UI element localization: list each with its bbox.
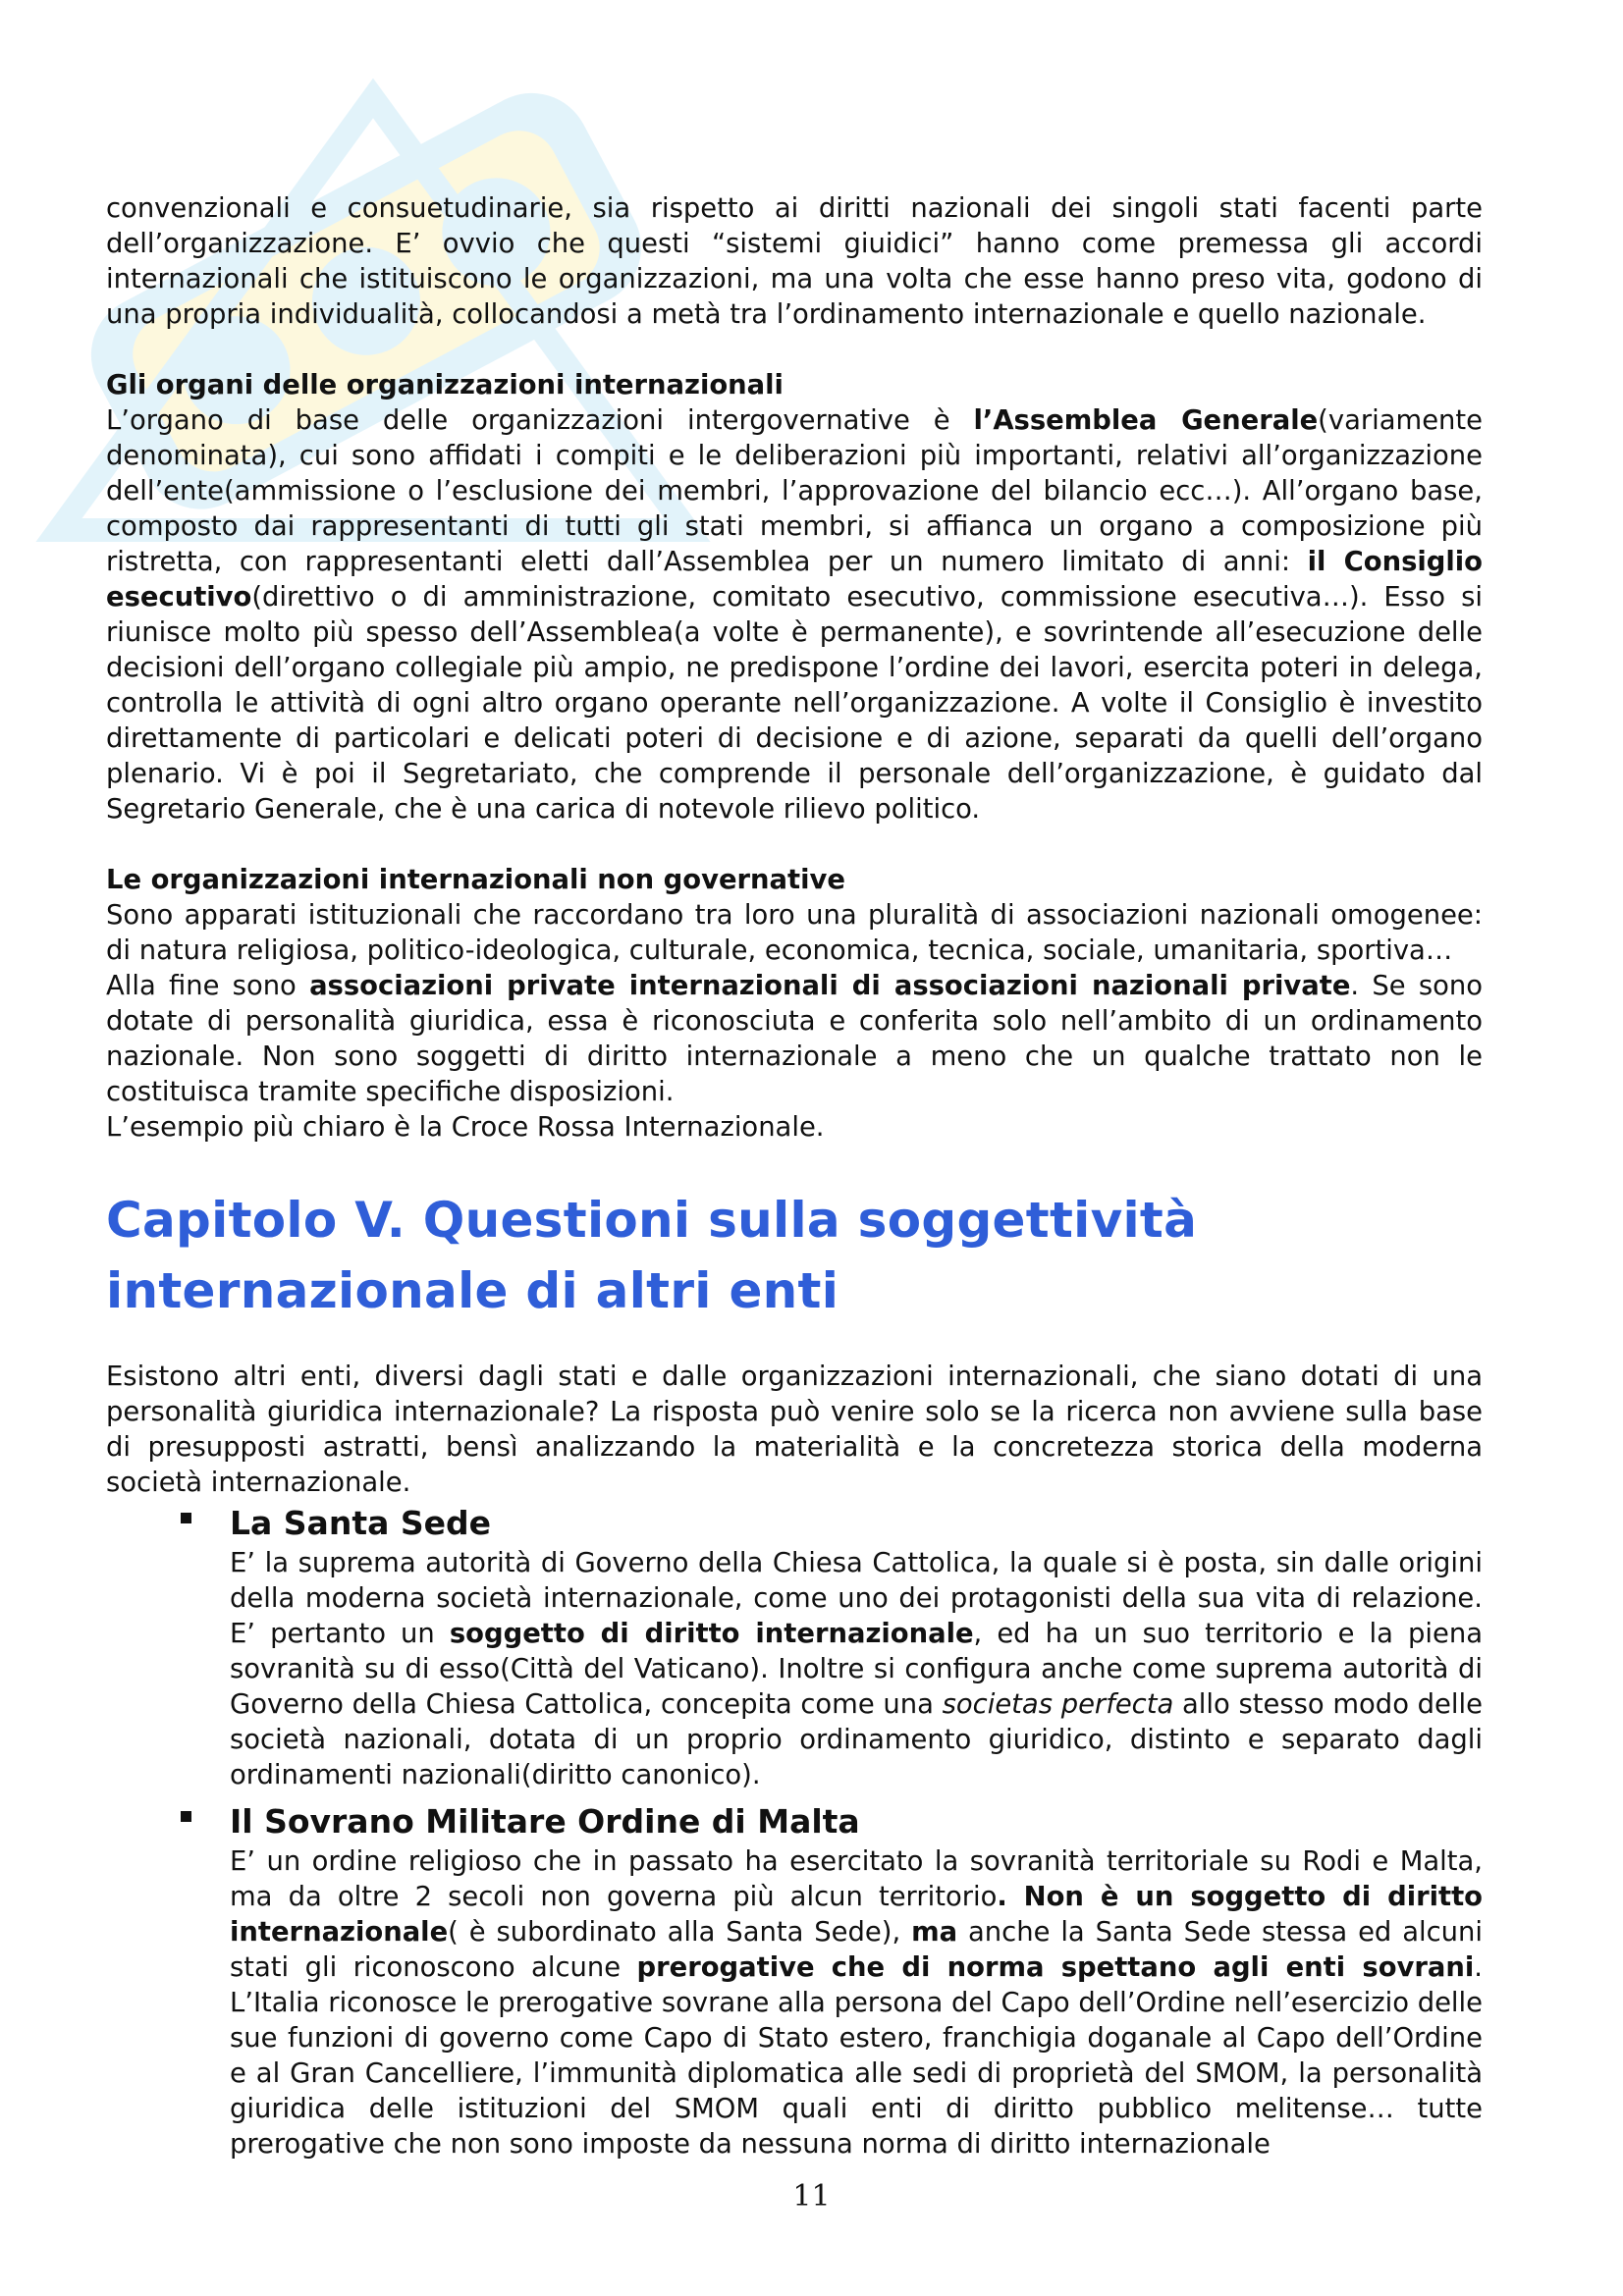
page-content xyxy=(106,191,1483,2163)
section-paragraph-ong-2: Alla fine sono associazioni private internazionali di associazioni nazionali private. Se sono dotate di personalità giuridica, essa è riconosciuta e conferita solo nell’ambito di un ordinamento nazionale. Non sono soggetti di diritto internazionale a meno che un qualche trattato non le costituisca tramite specifiche disposizioni. xyxy=(106,971,1483,1107)
section-paragraph-organi: L’organo di base delle organizzazioni intergovernative è l’Assemblea Generale(variamente denominata), cui sono affidati i compiti e le deliberazioni più importanti, relativi all’organizzazione dell’ente(ammissione o l’esclusione dei membri, l’approvazione del bilancio ecc…). All’organo base, composto dai rappresentanti di tutti gli stati membri, si affianca un organo a composizione più ristretta, con rappresentanti eletti dall’Assemblea per un numero limitato di anni: il Consiglio esecutivo(direttivo o di amministrazione, comitato esecutivo, commissione esecutiva…). Esso si riunisce molto più spesso dell’Assemblea(a volte è permanente), e sovrintende all’esecuzione delle decisioni dell’organo collegiale più ampio, ne predispone l’ordine dei lavori, esercita poteri in delega, controlla le attività di ogni altro organo operante nell’organizzazione. A volte il Consiglio è investito direttamente di particolari e delicati poteri di decisione e di azione, separati da quelli dell’organo plenario. Vi è poi il Segretariato, che comprende il personale dell’organizzazione, è guidato dal Segretario Generale, che è una carica di notevole rilievo politico. xyxy=(106,405,1483,825)
page-number: 11 xyxy=(792,2179,831,2214)
bullet-icon xyxy=(181,1513,191,1523)
chapter-title: Capitolo V. Questioni sulla soggettività internazionale di altri enti xyxy=(106,1192,1198,1319)
list-item-smom xyxy=(106,1799,1483,2163)
bullet-icon xyxy=(181,1811,191,1822)
list-item-santa-sede xyxy=(106,1501,1483,1793)
section-paragraph-ong-3: L’esempio più chiaro è la Croce Rossa Internazionale. xyxy=(106,1112,825,1143)
list-item-text: E’ un ordine religioso che in passato ha esercitato la sovranità territoriale su Rodi e Malta, ma da oltre 2 secoli non governa più alcun territorio. Non è un soggetto di diritto internazionale( è subordinato alla Santa Sede), ma anche la Santa Sede stessa ed alcuni stati gli riconoscono alcune prerogative che di norma spettano agli enti sovrani. L’Italia riconosce le prerogative sovrane alla persona del Capo dell’Ordine nell’esercizio delle sue funzioni di governo come Capo di Stato estero, franchigia doganale al Capo dell’Ordine e al Gran Cancelliere, l’immunità diplomatica alle sedi di proprietà del SMOM, la personalità giuridica delle istituzioni del SMOM quali enti di diritto pubblico melitense… tutte prerogative che non sono imposte da nessuna norma di diritto internazionale xyxy=(230,1846,1484,2160)
list-item-title: Il Sovrano Militare Ordine di Malta xyxy=(230,1802,860,1841)
section-heading-ong: Le organizzazioni internazionali non governative xyxy=(106,865,845,895)
list-item-title: La Santa Sede xyxy=(230,1504,491,1542)
entity-list xyxy=(106,1501,1483,2163)
section-paragraph-ong-1: Sono apparati istituzionali che raccordano tra loro una pluralità di associazioni nazionali omogenee: di natura religiosa, politico-ideologica, culturale, economica, tecnica, sociale, umanitaria, sportiva… xyxy=(106,900,1483,966)
intro-paragraph: convenzionali e consuetudinarie, sia rispetto ai diritti nazionali dei singoli stati facenti parte dell’organizzazione. E’ ovvio che questi “sistemi giuidici” hanno come premessa gli accordi internazionali che istituiscono le organizzazioni, ma una volta che esse hanno preso vita, godono di una propria individualità, collocandosi a metà tra l’ordinamento internazionale e quello nazionale. xyxy=(106,193,1483,330)
chapter-intro: Esistono altri enti, diversi dagli stati e dalle organizzazioni internazionali, che siano dotati di una personalità giuridica internazionale? La risposta può venire solo se la ricerca non avviene sulla base di presupposti astratti, bensì analizzando la materialità e la concretezza storica della moderna società internazionale. xyxy=(106,1362,1483,1498)
list-item-text: E’ la suprema autorità di Governo della Chiesa Cattolica, la quale si è posta, sin dalle origini della moderna società internazionale, come uno dei protagonisti della sua vita di relazione. E’ pertanto un soggetto di diritto internazionale, ed ha un suo territorio e la piena sovranità su di esso(Città del Vaticano). Inoltre si configura anche come suprema autorità di Governo della Chiesa Cattolica, concepita come una societas perfecta allo stesso modo delle società nazionali, dotata di un proprio ordinamento giuridico, distinto e separato dagli ordinamenti nazionali(diritto canonico). xyxy=(230,1548,1483,1790)
section-heading-organi: Gli organi delle organizzazioni internazionali xyxy=(106,370,784,400)
